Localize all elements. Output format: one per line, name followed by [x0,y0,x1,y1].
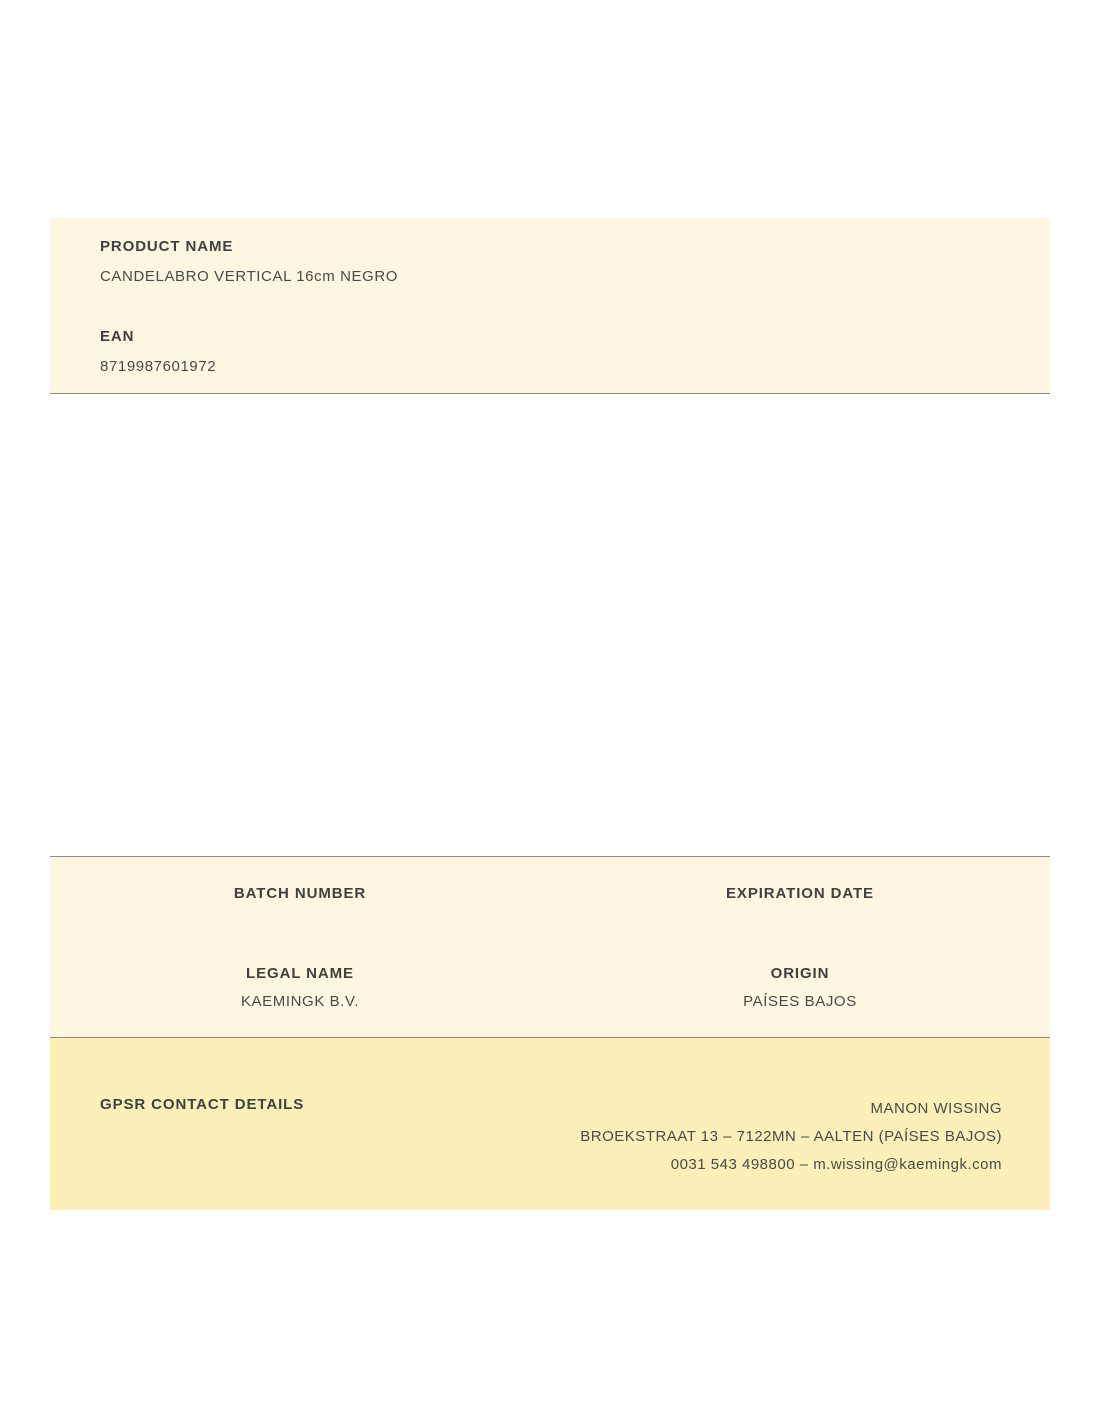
legal-name-value: KAEMINGK B.V. [240,993,360,1010]
ean-value: 8719987601972 [100,358,217,375]
ean-label: EAN [100,328,135,345]
product-name-label: PRODUCT NAME [100,238,234,255]
expiration-date-label: EXPIRATION DATE [726,885,874,902]
gpsr-contact-label: GPSR CONTACT DETAILS [100,1096,305,1113]
expiration-date-cell [550,857,1050,947]
batch-legal-info-block [50,856,1050,1038]
gpsr-contact-address: BROEKSTRAAT 13 – 7122MN – AALTEN (PAÍSES BAJOS) [580,1128,1002,1145]
origin-value: PAÍSES BAJOS [743,993,857,1010]
origin-cell [550,947,1050,1037]
blank-spacer-area [50,394,1050,856]
legal-name-label: LEGAL NAME [246,965,354,982]
batch-number-label: BATCH NUMBER [233,885,367,902]
product-name-value: CANDELABRO VERTICAL 16cm NEGRO [100,268,399,285]
origin-label: ORIGIN [770,965,830,982]
legal-name-cell [50,947,550,1037]
gpsr-contact-name: MANON WISSING [870,1100,1002,1117]
batch-number-cell [50,857,550,947]
gpsr-contact-lines [580,1095,1002,1179]
info-grid [50,857,1050,1037]
gpsr-contact-block [50,1038,1050,1210]
gpsr-contact-phone-email: 0031 543 498800 – m.wissing@kaemingk.com [670,1156,1002,1173]
product-info-block [50,218,1050,394]
